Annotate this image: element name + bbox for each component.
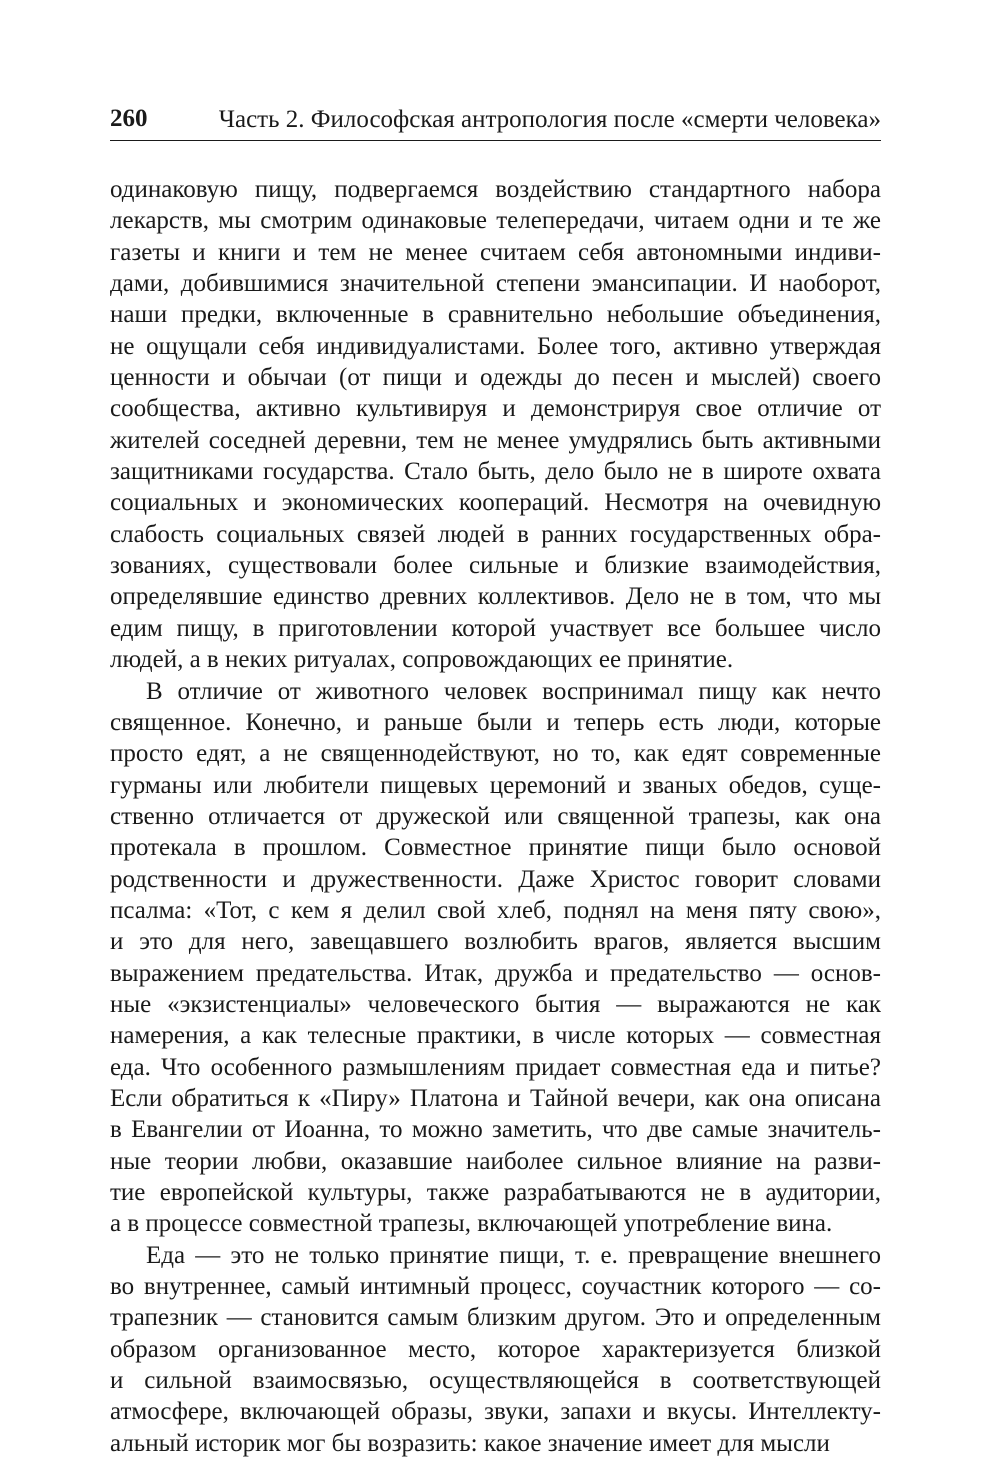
text-line: атмосфере, включающей образы, звуки, запахи и вкусы. Интеллекту- bbox=[110, 1398, 881, 1426]
text-line: гурманы или любители пищевых церемоний и званых обедов, суще- bbox=[110, 771, 881, 799]
text-line: а в процессе совместной трапезы, включающей употребление вина. bbox=[110, 1210, 833, 1238]
text-line: едим пищу, в приготовлении которой участвует все большее число bbox=[110, 614, 881, 642]
text-line: протекала в прошлом. Совместное принятие пищи было основой bbox=[110, 834, 881, 862]
text-line: Если обратиться к «Пиру» Платона и Тайной вечери, как она описана bbox=[110, 1084, 881, 1112]
text-line: социальных и экономических коопераций. Несмотря на очевидную bbox=[110, 489, 881, 517]
text-line: трапезник — становится самым близким другом. Это и определенным bbox=[110, 1304, 881, 1332]
text-line: ные теории любви, оказавшие наиболее сильное влияние на разви- bbox=[110, 1147, 881, 1175]
text-line: наши предки, включенные в сравнительно небольшие объединения, bbox=[110, 301, 881, 329]
text-line: зованиях, существовали более сильные и близкие взаимодействия, bbox=[110, 552, 881, 580]
text-line: альный историк мог бы возразить: какое значение имеет для мысли bbox=[110, 1429, 830, 1457]
text-line: людей, а в неких ритуалах, сопровождающих ее принятие. bbox=[110, 646, 734, 674]
text-line: просто едят, а не священнодействуют, но то, как едят современные bbox=[110, 740, 881, 768]
text-line: намерения, а как телесные практики, в числе которых — совместная bbox=[110, 1022, 881, 1050]
paragraph bbox=[110, 174, 881, 676]
text-line: выражением предательства. Итак, дружба и предательство — основ- bbox=[110, 959, 881, 987]
text-line: и это для него, завещавшего возлюбить врагов, является высшим bbox=[110, 928, 881, 956]
text-line: ственно отличается от дружеской или священной трапезы, как она bbox=[110, 802, 881, 830]
running-head: Часть 2. Философская антропология после «смерти человека» bbox=[218, 106, 881, 133]
text-line: газеты и книги и тем не менее считаем себя автономными индиви- bbox=[110, 238, 881, 266]
text-line: дами, добившимися значительной степени эмансипации. И наоборот, bbox=[110, 270, 881, 298]
text-line: сообщества, активно культивируя и демонстрируя свое отличие от bbox=[110, 395, 881, 423]
text-line: образом организованное место, которое характеризуется близкой bbox=[110, 1335, 881, 1363]
text-line: лекарств, мы смотрим одинаковые телепередачи, читаем одни и те же bbox=[110, 207, 881, 235]
text-line: Еда — это не только принятие пищи, т. е. превращение внешнего bbox=[146, 1241, 881, 1269]
text-line: еда. Что особенного размышлениям придает совместная еда и питье? bbox=[110, 1053, 881, 1081]
paragraph bbox=[110, 1240, 881, 1459]
body-text bbox=[110, 174, 881, 1459]
page-number: 260 bbox=[110, 105, 148, 132]
text-line: и сильной взаимосвязью, осуществляющейся в соответствующей bbox=[110, 1367, 881, 1395]
text-line: ценности и обычаи (от пищи и одежды до песен и мыслей) своего bbox=[110, 364, 881, 392]
text-line: не ощущали себя индивидуалистами. Более того, активно утверждая bbox=[110, 332, 881, 360]
paragraph bbox=[110, 676, 881, 1240]
text-line: тие европейской культуры, также разрабатываются не в аудитории, bbox=[110, 1179, 881, 1206]
text-line: священное. Конечно, и раньше были и теперь есть люди, которые bbox=[110, 708, 881, 736]
text-line: защитниками государства. Стало быть, дело было не в широте охвата bbox=[110, 458, 881, 486]
text-line: во внутреннее, самый интимный процесс, соучастник которого — со- bbox=[110, 1273, 881, 1301]
text-line: одинаковую пищу, подвергаемся воздействию стандартного набора bbox=[110, 176, 881, 203]
text-line: родственности и дружественности. Даже Христос говорит словами bbox=[110, 865, 881, 893]
text-line: слабость социальных связей людей в ранних государственных обра- bbox=[110, 520, 881, 548]
text-line: определявшие единство древних коллективов. Дело не в том, что мы bbox=[110, 583, 881, 611]
text-line: В отличие от животного человек воспринимал пищу как нечто bbox=[146, 677, 881, 705]
text-line: жителей соседней деревни, тем не менее умудрялись быть активными bbox=[110, 426, 881, 454]
text-line: в Евангелии от Иоанна, то можно заметить, что две самые значитель- bbox=[110, 1116, 881, 1144]
text-line: ные «экзистенциалы» человеческого бытия — выражаются не как bbox=[110, 990, 881, 1018]
text-line: псалма: «Тот, с кем я делил свой хлеб, поднял на меня пяту свою», bbox=[110, 896, 881, 924]
page-header bbox=[110, 100, 881, 141]
